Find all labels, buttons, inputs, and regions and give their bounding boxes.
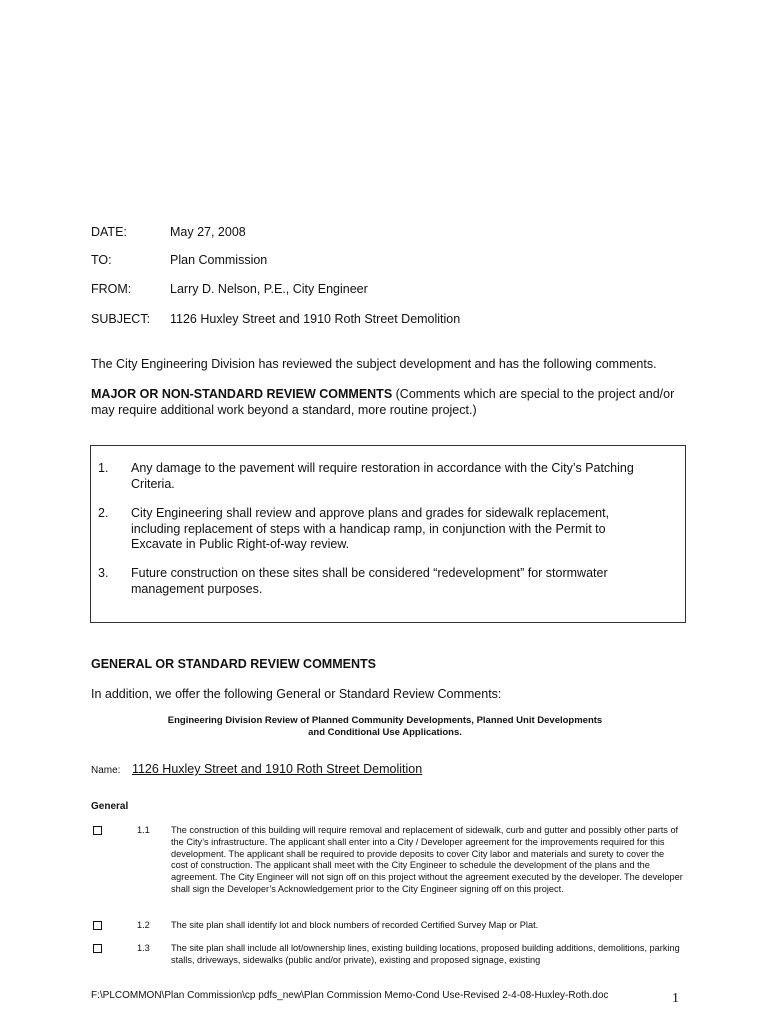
major-comments-box [90,445,686,623]
major-comment-text: Future construction on these sites shall be considered “redevelopment” for stormwater management purposes. [131,566,608,596]
to-value: Plan Commission [170,253,268,267]
major-comment-text: City Engineering shall review and approve plans and grades for sidewalk replacement, including replacement of steps with a handicap ramp, in conjunction with the Permit to Excavate in Public Right-of-way review. [131,506,610,551]
review-item-number: 1.1 [137,825,150,835]
major-comment-number: 1. [98,461,109,475]
date-value: May 27, 2008 [170,225,246,239]
date-label: DATE: [91,225,127,239]
major-comment-number: 3. [98,566,109,580]
review-item-number: 1.2 [137,920,150,930]
intro-paragraph: The City Engineering Division has reviewed the subject development and has the following comments. [91,357,657,371]
general-comments-heading: GENERAL OR STANDARD REVIEW COMMENTS [91,657,376,671]
page-number: 1 [672,991,679,1006]
review-item-text: The construction of this building will require removal and replacement of sidewalk, curb and gutter and possibly other parts of the City’s infrastructure. The applicant shall enter into a City / Developer agreement for the improvements required for this development. The applicant shall be required to provide deposits to cover City labor and materials and surety to cover the cost of construction. The applicant shall meet with the City Engineer to schedule the development of the plans and the agreement. The City Engineer will not sign off on this project without the agreement executed by the developer. The developer shall sign the Developer’s Acknowledgement prior to the City Engineer signing off on this project. [171,825,683,894]
review-item-checkbox[interactable] [93,944,102,953]
major-comments-heading: MAJOR OR NON-STANDARD REVIEW COMMENTS [91,387,393,401]
subject-value: 1126 Huxley Street and 1910 Roth Street Demolition [170,312,461,326]
review-item-text: The site plan shall include all lot/ownership lines, existing building locations, proposed building additions, demolitions, parking stalls, driveways, sidewalks (public and/or private), existing and proposed signage, existing [171,943,680,965]
footer-file-path: F:\PLCOMMON\Plan Commission\cp pdfs_new\Plan Commission Memo-Cond Use-Revised 2-4-08-Huxley-Roth.doc [91,990,609,1001]
review-item-checkbox[interactable] [93,826,102,835]
review-subtitle-line-2: and Conditional Use Applications. [308,727,462,738]
to-label: TO: [91,253,112,267]
project-name-row [91,762,422,776]
major-comment-text: Any damage to the pavement will require restoration in accordance with the City’s Patching Criteria. [131,461,634,491]
from-label: FROM: [91,282,132,296]
from-value: Larry D. Nelson, P.E., City Engineer [170,282,368,296]
review-subtitle-line-1: Engineering Division Review of Planned Community Developments, Planned Unit Developments [167,715,603,726]
review-item-text: The site plan shall identify lot and block numbers of recorded Certified Survey Map or Plat. [171,920,539,930]
subject-label: SUBJECT: [91,312,151,326]
general-section-heading: General [91,801,129,812]
general-comments-intro: In addition, we offer the following General or Standard Review Comments: [91,687,502,701]
project-name-label: Name: [91,765,121,776]
review-item-checkbox[interactable] [93,921,102,930]
review-item-number: 1.3 [137,943,150,953]
project-name-value: 1126 Huxley Street and 1910 Roth Street Demolition [131,762,423,776]
major-comments-intro [91,386,691,418]
major-comment-number: 2. [98,506,109,520]
major-comments-description: (Comments which are special to the project and/or may require additional work beyond a standard, more routine project.) [91,387,675,417]
